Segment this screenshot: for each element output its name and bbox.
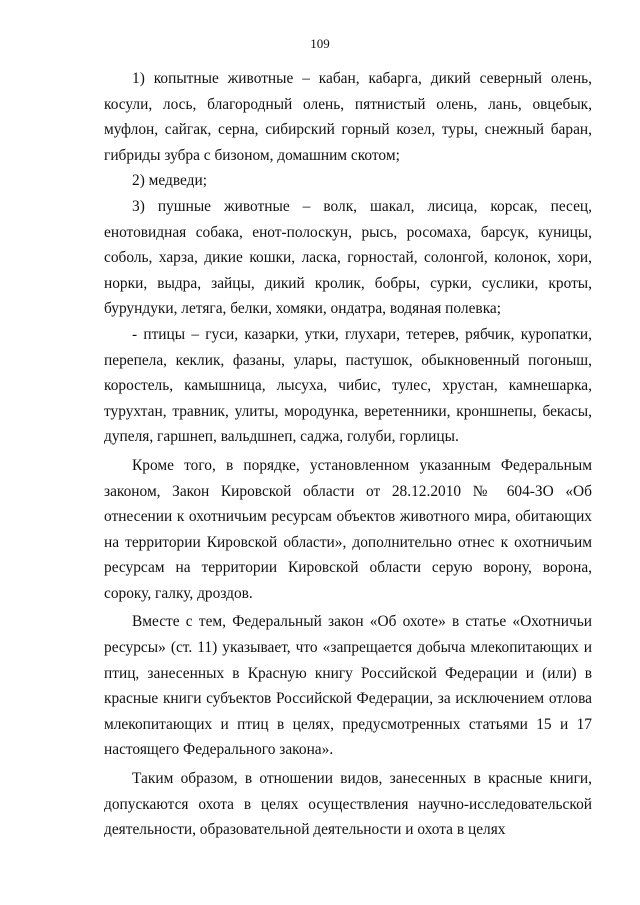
paragraph-conclusion: Таким образом, в отношении видов, занесенных в красные книги, допускаются охота в целях осуществления научно-исследовательской деятельности, образовательной деятельности и охота в целях: [104, 770, 592, 839]
document-body: [104, 66, 592, 843]
paragraph-bears: 2) медведи;: [132, 172, 208, 190]
page-number: 109: [310, 36, 330, 51]
paragraph-fur-animals: 3) пушные животные – волк, шакал, лисица, корсак, песец, енотовидная собака, енот-полоскун, рысь, росомаха, барсук, куницы, соболь, харза, дикие кошки, ласка, горностай, солонгой, колонок, хори, норки, выдра, зайцы, дикий кролик, бобры, сурки, суслики, кроты, бурундуки, летяга, белки, хомяки, ондатра, водяная полевка;: [104, 197, 592, 318]
paragraph-kirov-law: Кроме того, в порядке, установленном указанным Федеральным законом, Закон Кировской области от 28.12.2010 № 604-ЗО «Об отнесении к охотничьим ресурсам объектов животного мира, обитающих на территории Кировской области», дополнительно отнес к охотничьим ресурсам на территории Кировской области серую ворону, ворона, сороку, галку, дроздов.: [104, 456, 592, 602]
paragraph-federal-law: Вместе с тем, Федеральный закон «Об охоте» в статье «Охотничьи ресурсы» (ст. 11) указывает, что «запрещается добыча млекопитающих и птиц, занесенных в Красную книгу Российской Федерации и (или) в красные книги субъектов Российской Федерации, за исключением отлова млекопитающих и птиц в целях, предусмотренных статьями 15 и 17 настоящего Федерального закона».: [104, 613, 592, 759]
paragraph-hoofed-animals: 1) копытные животные – кабан, кабарга, дикий северный олень, косули, лось, благородный олень, пятнистый олень, лань, овцебык, муфлон, сайгак, серна, сибирский горный козел, туры, снежный баран, гибриды зубра с бизоном, домашним скотом;: [104, 70, 592, 164]
paragraph-birds: - птицы – гуси, казарки, утки, глухари, тетерев, рябчик, куропатки, перепела, кеклик, фазаны, улары, пастушок, обыкновенный погоныш, коростель, камышница, лысуха, чибис, тулес, хрустан, камнешарка, турухтан, травник, улиты, мородунка, веретенники, кроншнепы, бекасы, дупеля, гаршнеп, вальдшнеп, саджа, голуби, горлицы.: [104, 325, 592, 446]
